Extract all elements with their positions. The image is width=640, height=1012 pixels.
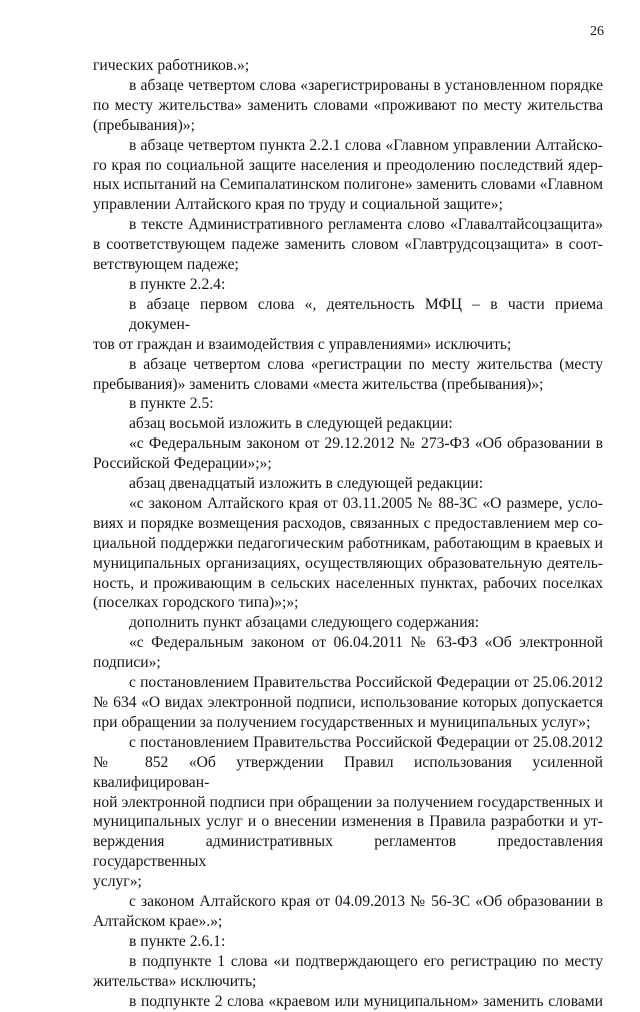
text-line: верждения административных регламентов предоставления государственных (93, 833, 603, 871)
text-line: ность, и проживающим в сельских населенных пунктах, рабочих поселках (93, 574, 603, 592)
text-line: виях и порядке возмещения расходов, связанных с предоставлением мер со- (93, 514, 603, 532)
text-line: № 852 «Об утверждении Правил использования усиленной квалифицирован- (93, 753, 603, 791)
text-line: в абзаце четвертом слова «регистрации по месту жительства (месту (129, 355, 603, 373)
text-line: в пункте 2.5: (129, 395, 214, 413)
text-line: тов от граждан и взаимодействия с управлениями» исключить; (93, 335, 512, 353)
text-line: «с Федеральным законом от 29.12.2012 № 273-ФЗ «Об образовании в (129, 435, 603, 453)
text-line: услуг»; (93, 873, 142, 891)
text-line: дополнить пункт абзацами следующего содержания: (129, 614, 480, 632)
text-line: муниципальных организациях, осуществляющих образовательную деятель- (93, 554, 603, 572)
text-line: абзац восьмой изложить в следующей редакции: (129, 415, 453, 433)
page-number: 26 (590, 24, 604, 39)
text-line: подписи»; (93, 654, 161, 672)
text-line: гических работников.»; (93, 57, 250, 74)
text-line: муниципальных услуг и о внесении изменения в Правила разработки и ут- (93, 813, 603, 831)
text-line: с постановлением Правительства Российской Федерации от 25.08.2012 (129, 733, 603, 751)
text-line: в тексте Административного регламента слово «Главалтайсоцзащита» (129, 216, 603, 234)
text-line: го края по социальной защите населения и преодолению последствий ядер- (93, 156, 603, 174)
text-line: в соответствующем падеже заменить словом «Главтрудсоцзащита» в соот- (93, 236, 603, 254)
text-line: в пункте 2.6.1: (129, 932, 226, 950)
text-line: в абзаце четвертом слова «зарегистрированы в установленном порядке (129, 76, 603, 94)
text-line: в подпункте 1 слова «и подтверждающего его регистрацию по месту (129, 952, 603, 970)
text-line: в абзаце первом слова «, деятельность МФЦ – в части приема докумен- (129, 295, 603, 333)
text-line: в пункте 2.2.4: (129, 275, 226, 293)
text-line: при обращении за получением государственных и муниципальных услуг»; (93, 713, 591, 731)
text-line: ной электронной подписи при обращении за получением государственных и (93, 793, 603, 811)
text-line: в подпункте 2 слова «краевом или муниципальном» заменить словами (129, 992, 603, 1010)
text-line: циальной поддержки педагогическим работникам, работающим в краевых и (93, 534, 603, 552)
body-text (93, 56, 603, 1012)
text-line: с постановлением Правительства Российской Федерации от 25.06.2012 (129, 674, 603, 692)
text-line: «с Федеральным законом от 06.04.2011 № 63-ФЗ «Об электронной (129, 634, 603, 652)
text-line: абзац двенадцатый изложить в следующей редакции: (129, 475, 484, 493)
text-line: (пребывания)»; (93, 116, 195, 134)
text-line: № 634 «О видах электронной подписи, использование которых допускается (93, 694, 603, 711)
text-line: «с законом Алтайского края от 03.11.2005 № 88-ЗС «О размере, усло- (129, 494, 603, 512)
text-line: по месту жительства» заменить словами «проживают по месту жительства (93, 96, 603, 114)
text-line: пребывания)» заменить словами «места жительства (пребывания)»; (93, 375, 544, 393)
text-line: в абзаце четвертом пункта 2.2.1 слова «Главном управлении Алтайско- (129, 136, 603, 154)
text-line: жительства» исключить; (93, 972, 257, 990)
text-line: с законом Алтайского края от 04.09.2013 № 56-ЗС «Об образовании в (129, 893, 603, 911)
text-line: ветствующем падеже; (93, 256, 239, 274)
text-line: ных испытаний на Семипалатинском полигоне» заменить словами «Главном (93, 176, 603, 194)
text-line: Алтайском крае».»; (93, 912, 223, 930)
text-line: управлении Алтайского края по труду и социальной защите»; (93, 196, 503, 214)
text-line: Российской Федерации»;»; (93, 455, 272, 473)
text-line: (поселках городского типа)»;»; (93, 594, 299, 612)
